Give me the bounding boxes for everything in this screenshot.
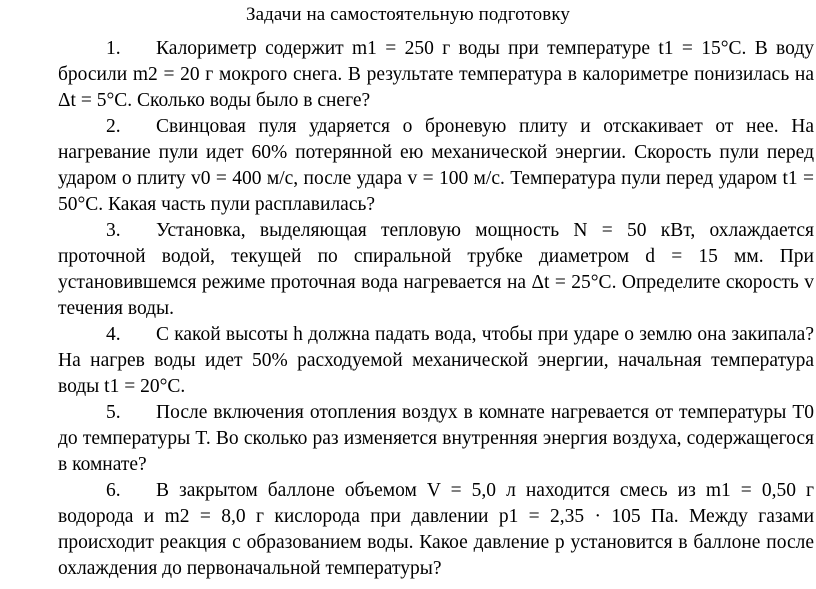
task-number: 5. <box>106 402 121 423</box>
task-number: 2. <box>106 116 121 137</box>
page-title: Задачи на самостоятельную подготовку <box>245 4 570 25</box>
task-item-6 <box>58 478 814 582</box>
task-item-2 <box>58 114 814 218</box>
task-list <box>58 36 814 582</box>
task-text: С какой высоты h должна падать вода, чтобы при ударе о землю она закипала? На нагрев воды идет 50% расходуемой механической энергии, начальная температура воды t1 = 20°С. <box>58 324 814 397</box>
task-item-3 <box>58 218 814 322</box>
task-number: 4. <box>106 324 121 345</box>
task-text: В закрытом баллоне объемом V = 5,0 л находится смесь из m1 = 0,50 г водорода и m2 = 8,0 г кислорода при давлении p1 = 2,35 · 105 Па. Между газами происходит реакция с образованием воды. Какое давление p установится в баллоне после охлаждения до первоначальной температуры? <box>58 480 814 579</box>
task-number: 1. <box>106 38 121 59</box>
task-text: Установка, выделяющая тепловую мощность N = 50 кВт, охлаждается проточной водой, текущей по спиральной трубке диаметром d = 15 мм. При установившемся режиме проточная вода нагревается на Δt = 25°С. Определите скорость v течения воды. <box>58 220 814 319</box>
task-text: Калориметр содержит m1 = 250 г воды при температуре t1 = 15°С. В воду бросили m2 = 20 г мокрого снега. В результате температура в калориметре понизилась на Δt = 5°С. Сколько воды было в снеге? <box>58 38 814 111</box>
task-item-1 <box>58 36 814 114</box>
task-text: После включения отопления воздух в комнате нагревается от температуры T0 до температуры T. Во сколько раз изменяется внутренняя энергия воздуха, содержащегося в комнате? <box>58 402 814 475</box>
task-item-4 <box>58 322 814 400</box>
task-number: 3. <box>106 220 121 241</box>
task-text: Свинцовая пуля ударяется о броневую плиту и отскакивает от нее. На нагревание пули идет 60% потерянной ею механической энергии. Скорость пули перед ударом о плиту v0 = 400 м/с, после удара v = 100 м/с. Температура пули перед ударом t1 = 50°С. Какая часть пули расплавилась? <box>58 116 814 215</box>
task-number: 6. <box>106 480 121 501</box>
task-item-5 <box>58 400 814 478</box>
